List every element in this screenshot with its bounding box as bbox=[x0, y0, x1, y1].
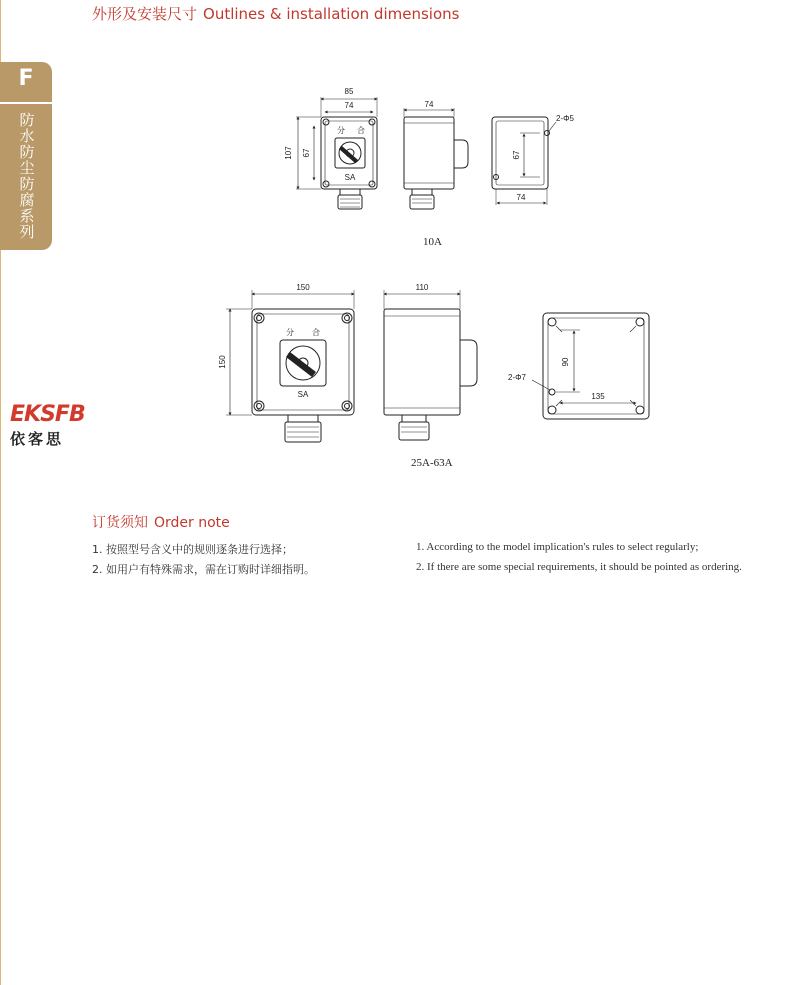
large-switch-off-label: 分 bbox=[286, 328, 294, 337]
side-tab-letter: F bbox=[18, 66, 34, 91]
order-note-title-en: Order note bbox=[154, 515, 230, 531]
caption-large-model: 25A-63A bbox=[411, 457, 453, 469]
large-switch-on-label: 合 bbox=[312, 328, 320, 337]
order-note-cn-1: 1. 按照型号含义中的规则逐条进行选择； bbox=[92, 543, 293, 556]
small-switch-sa-label: SA bbox=[344, 173, 356, 182]
order-note-en-2: 2. If there are some special requirements, it should be pointed as ordering. bbox=[416, 561, 742, 573]
small-back-hole-spec: 2-Φ5 bbox=[556, 114, 574, 123]
brand-logo-mark: EKSFB bbox=[10, 402, 85, 427]
small-back-view bbox=[492, 117, 556, 205]
order-note-title bbox=[92, 512, 230, 532]
large-front-width: 150 bbox=[296, 283, 310, 292]
small-side-depth: 74 bbox=[424, 100, 434, 109]
large-back-view bbox=[532, 313, 649, 419]
caption-small-model: 10A bbox=[423, 236, 442, 248]
large-back-spacing-h: 135 bbox=[591, 392, 605, 401]
small-back-spacing-v: 67 bbox=[512, 150, 521, 160]
small-front-height-outer: 107 bbox=[284, 146, 293, 160]
small-side-view bbox=[404, 108, 468, 209]
page-title-en: Outlines & installation dimensions bbox=[203, 5, 460, 23]
large-back-spacing-v: 90 bbox=[561, 357, 570, 367]
small-front-width-outer: 85 bbox=[344, 87, 354, 96]
brand-logo-cn: 依客思 bbox=[10, 430, 65, 448]
large-back-hole-spec: 2-Φ7 bbox=[508, 373, 526, 382]
small-switch-on-label: 合 bbox=[357, 126, 365, 135]
small-back-spacing-h: 74 bbox=[516, 193, 526, 202]
large-front-view bbox=[226, 290, 354, 442]
large-switch-sa-label: SA bbox=[297, 390, 309, 399]
small-front-height-inner: 67 bbox=[302, 148, 311, 158]
order-note-en-1: 1. According to the model implication's rules to select regularly; bbox=[416, 541, 699, 553]
page-title-cn: 外形及安装尺寸 bbox=[92, 5, 198, 23]
order-note-title-cn: 订货须知 bbox=[92, 515, 148, 531]
large-front-height: 150 bbox=[218, 355, 227, 369]
small-front-width-inner: 74 bbox=[344, 101, 354, 110]
large-side-depth: 110 bbox=[415, 283, 429, 292]
side-tab-text: 防水防尘防腐系列 bbox=[17, 112, 36, 240]
large-side-view bbox=[384, 290, 477, 440]
order-note-cn-2: 2. 如用户有特殊需求，需在订购时详细指明。 bbox=[92, 563, 315, 576]
small-switch-off-label: 分 bbox=[337, 126, 345, 135]
